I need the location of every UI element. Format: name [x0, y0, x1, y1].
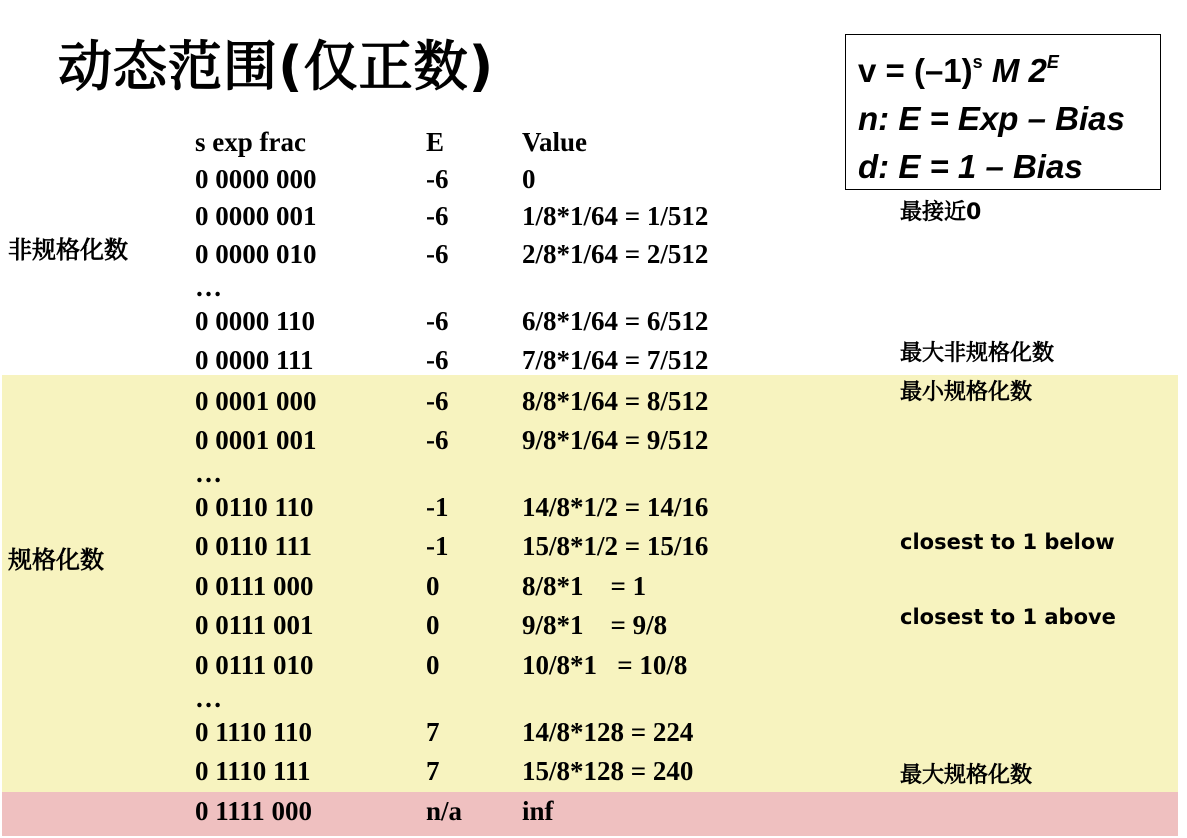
table-row — [0, 752, 1187, 790]
row-exponent: 0 — [426, 650, 440, 680]
row-note: 最小规格化数 — [900, 380, 1033, 405]
row-bits: 0 0111 001 — [195, 610, 314, 640]
row-exponent: -6 — [426, 239, 449, 269]
formula-value: $v = (-1)^s$ M $2^E$ — [858, 52, 1059, 89]
row-exponent: 0 — [426, 610, 440, 640]
row-exponent: -6 — [426, 164, 449, 194]
table-row — [0, 421, 1187, 459]
table-header — [0, 123, 1187, 161]
row-bits: 0 0000 000 — [195, 164, 317, 194]
table-row — [0, 160, 1187, 198]
row-value: 8/8*1/64 = 8/512 — [522, 386, 709, 416]
row-exponent: n/a — [426, 796, 463, 826]
row-exponent: -1 — [426, 531, 449, 561]
row-note: 最大非规格化数 — [900, 341, 1055, 366]
row-value: 2/8*1/64 = 2/512 — [522, 239, 709, 269]
row-value: 9/8*1/64 = 9/512 — [522, 425, 709, 455]
row-value: 14/8*128 = 224 — [522, 717, 694, 747]
row-bits: … — [195, 272, 222, 302]
formula-normalized-exponent: n: E = Exp – Bias — [858, 100, 1125, 137]
row-bits: 0 0000 110 — [195, 306, 316, 336]
row-exponent: -6 — [426, 386, 449, 416]
row-bits: 0 1110 110 — [195, 717, 313, 747]
header-exponent: E — [426, 127, 445, 157]
row-value: 14/8*1/2 = 14/16 — [522, 492, 709, 522]
row-bits: 0 0000 001 — [195, 201, 317, 231]
page-title: 动态范围(仅正数) — [58, 35, 495, 98]
table-row — [0, 713, 1187, 751]
table-row — [0, 792, 1187, 830]
row-bits: 0 0001 001 — [195, 425, 317, 455]
table-row — [0, 197, 1187, 235]
row-value: 0 — [522, 164, 536, 194]
row-exponent: 0 — [426, 571, 440, 601]
row-bits: 0 0110 110 — [195, 492, 314, 522]
table-row — [0, 646, 1187, 684]
row-bits: … — [195, 458, 222, 488]
row-exponent: -6 — [426, 201, 449, 231]
row-bits: 0 0001 000 — [195, 386, 317, 416]
row-note: closest to 1 below — [900, 530, 1115, 554]
row-note: 最接近0 — [900, 200, 982, 225]
row-exponent: 7 — [426, 756, 440, 786]
row-value: 9/8*1 = 9/8 — [522, 610, 668, 640]
row-value: inf — [522, 796, 554, 826]
header-bits: s exp frac — [195, 127, 306, 157]
row-bits: 0 0110 111 — [195, 531, 313, 561]
table-row — [0, 488, 1187, 526]
row-bits: 0 0000 010 — [195, 239, 317, 269]
table-row — [0, 235, 1187, 273]
row-value: 8/8*1 = 1 — [522, 571, 647, 601]
row-value: 15/8*128 = 240 — [522, 756, 694, 786]
table-row — [0, 382, 1187, 420]
table-row — [0, 527, 1187, 565]
row-bits: 0 0111 010 — [195, 650, 314, 680]
row-note: 最大规格化数 — [900, 763, 1033, 788]
row-value: 1/8*1/64 = 1/512 — [522, 201, 709, 231]
row-bits: 0 0000 111 — [195, 345, 314, 375]
row-bits: 0 0111 000 — [195, 571, 314, 601]
row-value: 7/8*1/64 = 7/512 — [522, 345, 709, 375]
row-exponent: -6 — [426, 425, 449, 455]
formula-denormalized-exponent: d: E = 1 – Bias — [858, 148, 1083, 185]
row-exponent: -1 — [426, 492, 449, 522]
row-value: 6/8*1/64 = 6/512 — [522, 306, 709, 336]
row-exponent: -6 — [426, 345, 449, 375]
header-value: Value — [522, 127, 588, 157]
row-bits: 0 1111 000 — [195, 796, 313, 826]
row-bits: … — [195, 683, 222, 713]
side-label-denormalized: 非规格化数 — [8, 236, 128, 264]
row-value: 15/8*1/2 = 15/16 — [522, 531, 709, 561]
row-exponent: 7 — [426, 717, 440, 747]
row-bits: 0 1110 111 — [195, 756, 311, 786]
table-row — [0, 606, 1187, 644]
row-exponent: -6 — [426, 306, 449, 336]
row-value: 10/8*1 = 10/8 — [522, 650, 688, 680]
row-note: closest to 1 above — [900, 605, 1116, 629]
side-label-normalized: 规格化数 — [8, 546, 104, 574]
